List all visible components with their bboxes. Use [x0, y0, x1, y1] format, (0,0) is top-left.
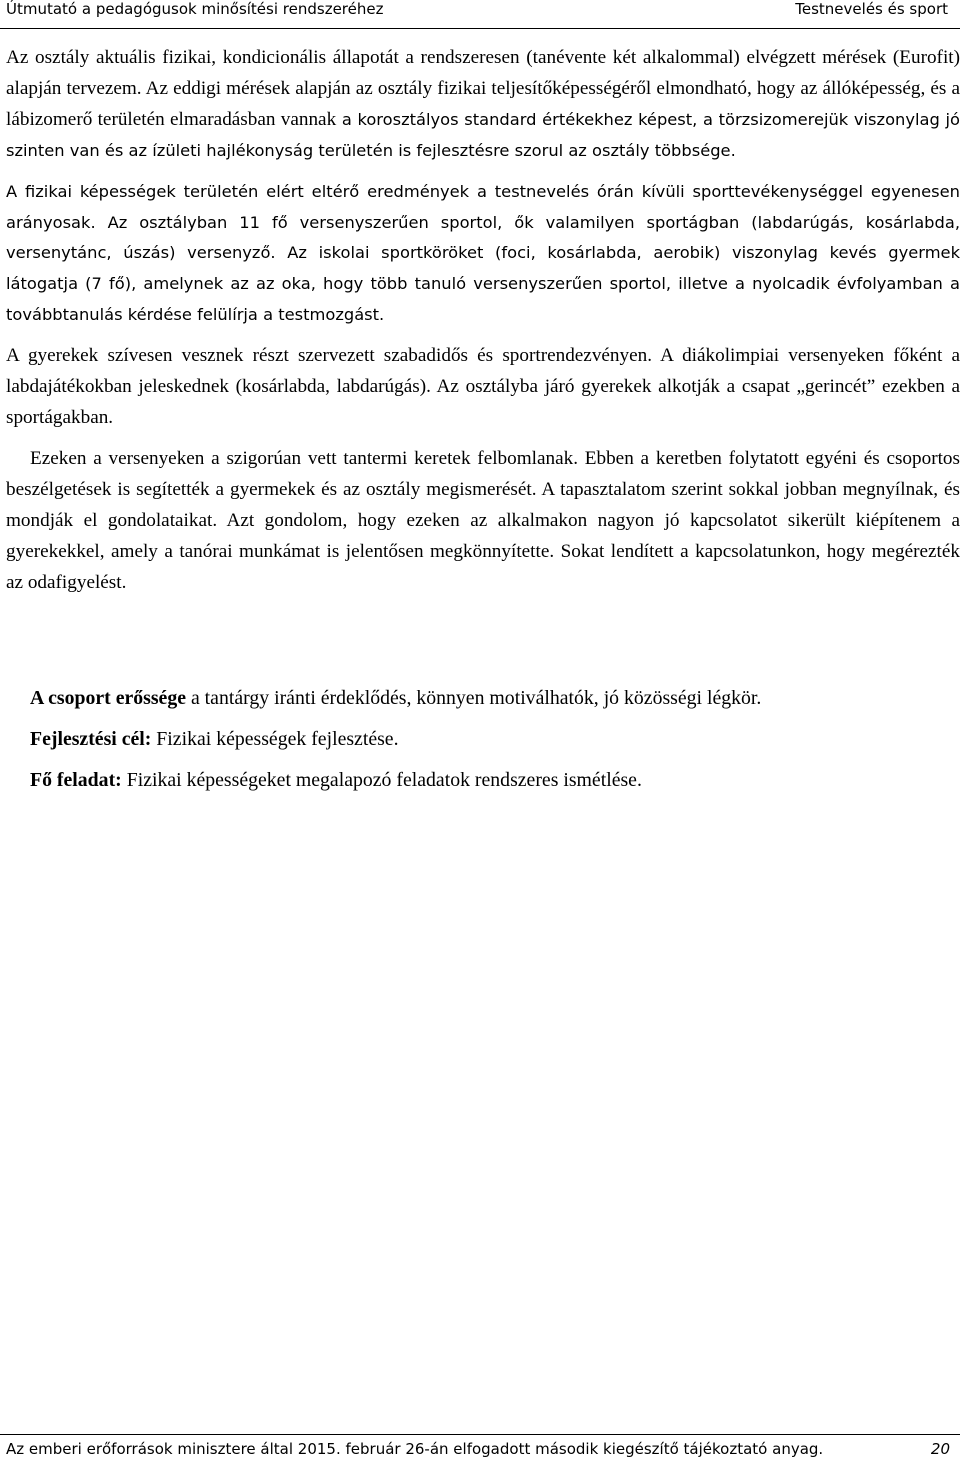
paragraph-sport-activity: A fizikai képességek területén elért eltérő eredmények a testnevelés órán kívüli sporttevékenységgel egyenesen arányosak. Az osztályban 11 fő versenyszerűen sportol, ők valamilyen sportágban (labdarúgás, kosárlabda, versenytánc, úszás) versenyző. Az iskolai sportköröket (foci, kosárlabda, aerobik) viszonylag kevés gyermek látogatja (7 fő), amelynek az az oka, hogy több tanuló versenyszerűen sportol, illetve a nyolcadik évfolyamban a továbbtanulás kérdése felülírja a testmozgást. — [6, 181, 960, 325]
footer-source-note: Az emberi erőforrások minisztere által 2015. február 26-án elfogadott második kiegészítő tájékoztató anyag. — [6, 1440, 824, 1458]
summary-goal-text: Fizikai képességek fejlesztése. — [151, 728, 399, 750]
summary-goal-label: Fejlesztési cél: — [30, 728, 152, 750]
paragraph-events: A gyerekek szívesen vesznek részt szervezett szabadidős és sportrendezvényen. A diákolimpiai versenyeken főként a labdajátékokban jeleskednek (kosárlabda, labdarúgás). Az osztályba járó gyerekek alkotják a csapat „gerincét” ezekben a sportágakban. — [6, 345, 960, 428]
summary-task-text: Fizikai képességeket megalapozó feladatok rendszeres ismétlése. — [121, 769, 642, 791]
document-body — [6, 43, 960, 608]
summary-goal — [30, 725, 950, 753]
summary-strength-text: a tantárgy iránti érdeklődés, könnyen motiválhatók, jó közösségi légkör. — [186, 687, 762, 709]
summary-section — [30, 684, 950, 807]
page-footer — [0, 1434, 960, 1465]
summary-task — [30, 766, 950, 794]
summary-strength — [30, 684, 950, 712]
paragraph-fitness-assessment — [6, 43, 960, 167]
paragraph-relationships: Ezeken a versenyeken a szigorúan vett tantermi keretek felbomlanak. Ebben a keretben folytatott egyéni és csoportos beszélgetések is segítették a gyermekek és az osztály megismerését. A tapasztalatom szerint sokkal jobban megnyílnak, és mondják el gondolataikat. Azt gondolom, hogy ezeken az alkalmakon nagyon jó kapcsolatot sikerült kiépítenem a gyerekekkel, amely a tanórai munkámat is jelentősen megkönnyítette. Sokat lendített a kapcsolatunkon, hogy megérezték az odafigyelést. — [6, 447, 960, 593]
paragraph-fitness-assessment-serif: Az osztály aktuális fizikai, kondicionális állapotát a rendszeresen (tanévente két alkalommal) elvégzett mérések (Eurofit) alapján tervezem. Az eddigi mérések alapján az osztály fizikai teljesítőképességéről elmondható, hogy az állóképesség, és a lábizomerő területén elmaradásban vannak — [6, 47, 960, 130]
summary-strength-label: A csoport erőssége — [30, 687, 187, 709]
header-subject: Testnevelés és sport — [795, 0, 948, 18]
page-number: 20 — [930, 1440, 950, 1458]
summary-task-label: Fő feladat: — [30, 769, 122, 791]
page-header — [0, 0, 960, 29]
header-document-title: Útmutató a pedagógusok minősítési rendszeréhez — [6, 0, 384, 18]
paragraph-fitness-assessment-sans: a korosztályos standard értékekhez képest, a törzsizomerejük viszonylag jó szinten van és az ízületi hajlékonyság területén is fejlesztésre szorul az osztály többsége. — [6, 109, 960, 160]
